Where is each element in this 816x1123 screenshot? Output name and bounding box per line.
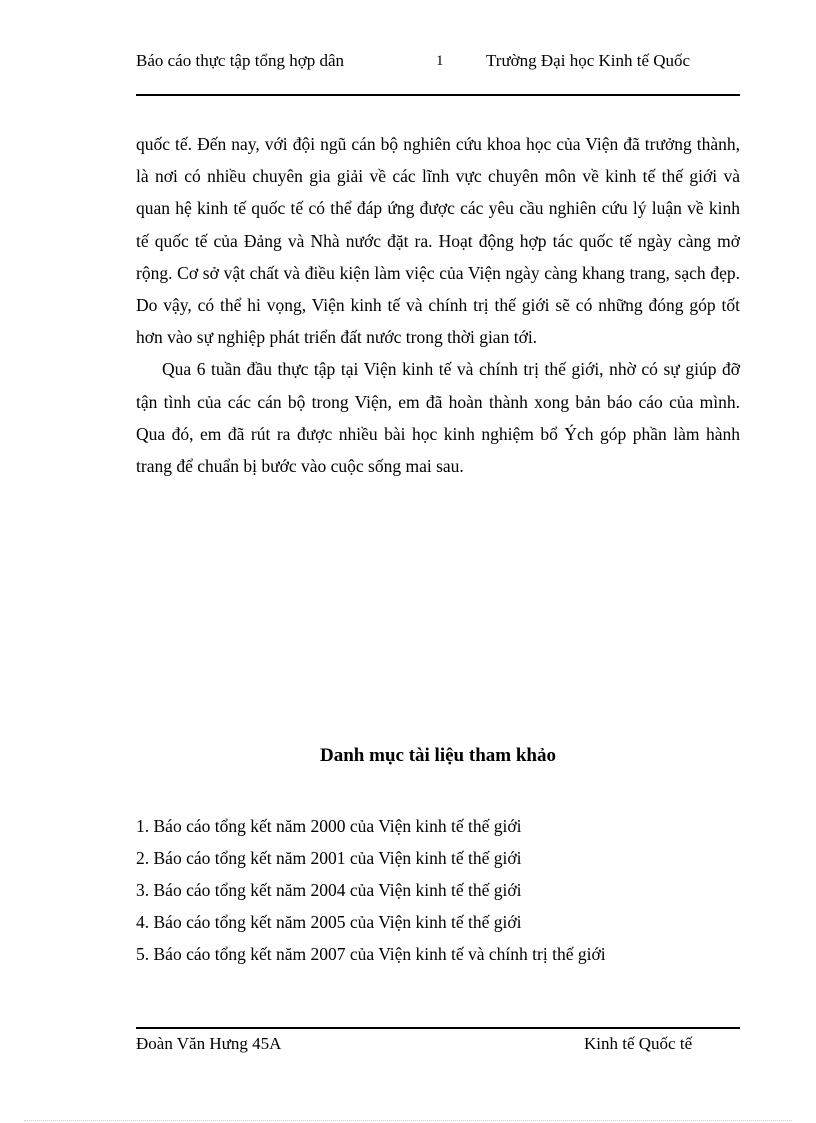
page-header [136, 48, 740, 96]
reference-item: 2. Báo cáo tổng kết năm 2001 của Viện kinh tế thế giới [136, 848, 522, 868]
footer-author: Đoàn Văn Hưng 45A [136, 1034, 282, 1053]
references-heading: Danh mục tài liệu tham khảo [320, 745, 556, 766]
page-number: 1 [436, 53, 444, 69]
body-paragraph: Qua 6 tuần đầu thực tập tại Viện kinh tế và chính trị thế giới, nhờ có sự giúp đỡ tận tình của các cán bộ trong Viện, em đã hoàn thành xong bản báo cáo của mình. Qua đó, em đã rút ra được nhiều bài học kinh nghiệm bổ Ých góp phần làm hành trang để chuẩn bị bước vào cuộc sống mai sau. [136, 359, 740, 477]
reference-item: 4. Báo cáo tổng kết năm 2005 của Viện kinh tế thế giới [136, 912, 522, 932]
header-report-title: Báo cáo thực tập tổng hợp dân [136, 51, 344, 70]
body-text [136, 128, 740, 482]
body-paragraph: quốc tế. Đến nay, với đội ngũ cán bộ nghiên cứu khoa học của Viện đã trưởng thành, là nơi có nhiều chuyên gia giải về các lĩnh vực chuyên môn về kinh tế thế giới và quan hệ kinh tế quốc tế có thể đáp ứng được các yêu cầu nghiên cứu lý luận về kinh tế quốc tế của Đảng và Nhà nước đặt ra. Hoạt động hợp tác quốc tế ngày càng mở rộng. Cơ sở vật chất và điều kiện làm việc của Viện ngày càng khang trang, sạch đẹp. Do vậy, có thể hi vọng, Viện kinh tế và chính trị thế giới sẽ có những đóng góp tốt hơn vào sự nghiệp phát triển đất nước trong thời gian tới. [136, 134, 740, 348]
page-footer [136, 1027, 740, 1053]
footer-department: Kinh tế Quốc tế [584, 1034, 693, 1053]
reference-item: 1. Báo cáo tổng kết năm 2000 của Viện kinh tế thế giới [136, 816, 522, 836]
references-list [136, 810, 740, 970]
header-university: Trường Đại học Kinh tế Quốc [486, 51, 691, 70]
reference-item: 5. Báo cáo tổng kết năm 2007 của Viện kinh tế và chính trị thế giới [136, 944, 606, 964]
reference-item: 3. Báo cáo tổng kết năm 2004 của Viện kinh tế thế giới [136, 880, 522, 900]
page-edge-divider [24, 1120, 792, 1121]
